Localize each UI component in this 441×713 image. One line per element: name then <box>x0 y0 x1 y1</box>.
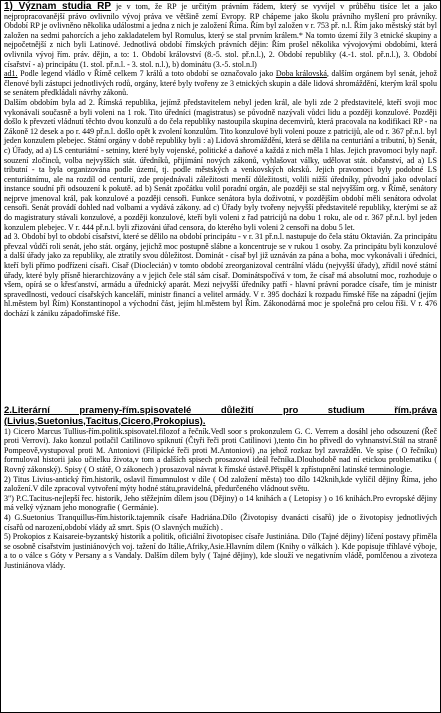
source-item-prokopios: 5) Prokopios z Kaisareie-byzantský historik a politik, oficiální životopisec císaře Justiniána. Dílo (Tajné dějiny) líčení postavy přiměla se osobně císařstvím justiniánových voj. tažení do Itálie,Afriky,Asie.Hlavním dílem (Knihy o válkách ). Kde popisuje tříhlavé výboje, a to o válce s Góty v Persany a s Vandaly. Dalším dílem byly ( Tajné dějiny), kde slouží ve negativním vládě, pomlčenou a zivoteza Justiniánova vlády. <box>4 532 437 570</box>
ad1-rest: , dalším orgánem byl senát, jehož členové byli zástupci jednotlivých rodů, orgány, které byly tvořeny ze 3 etnických skupin a dále lidová shromáždění, kterým král spolu se senátem předkládali návrhy zákonů. <box>4 69 438 98</box>
section-1-republic-paragraph: Dalším obdobím byla ad 2. Římská republika, jejímž představitelem nebyl jeden král, ale byli zde 2 představitelé, kteří svoji moc vykonávali současně a byli voleni na 1 rok. Tito úředníci (magistratus) se původně nazývali vůdci lidu a později konzulové. Později došlo k převzetí vládnutí těchto dvou konzulů a do čela republiky nastoupila skupina decemvirů, která pracovala na kodifikaci RP - na Zákoně 12 desek a po r. 449 př.n.l. došlo opět k zvolení konzulům. Tito konzulové byli voleni pouze z patricijů, ale od r. 367 př.n.l. byl jeden konzulem plebejec. Státní orgány v době republiky byli : a) Lidová shromáždění, která se dělila na centuriání a tributní, b) Senát, c) Úřady, ad a) LS centuriátní - setniny, které byly vojenské, politické a daňové a každá z nich měla 1 hlas. Jejich pravomoci byly např. souzení zločinců, volba nejvyšších stát. úředníků, přijímání nových zákonů, vyhlašovat války, udělovat stát. občanství, ad a) LS tributní - ta byla organizována podle území, tj. podle městských a venkovských okrsků. Jejich pravomoci byly podobné LS centuriátnímu, ale na rozdíl od centurií, zde projednávali záležitosti menší důležitosti, volili nižší úředníky, původní jako odvolací instance soudní při odsouzení k pokutě. ad b) Senát zpočátku volil poradní orgán, ale později se stal nejvyšším org. v Římě, senátory nejprve jmenoval král, pak konzulové a později censoři. Funkce senátora byla doživotní, v pozdějším období měli senátora odvolat censoři. Senát provádí dohled nad volbami a vydává zákony. ad c) Úřady byly tvořeny nejvyšší představitelé republiky, kterými se až do magistratury stávali konzulové, a později konzulové, kteří byli voleni z řad patricijů na dobu 1 roku, ale od r. 367 př.n.l. byl jeden konzulem plebejec. V r. 444 př.n.l. byli zřizováni úřad censora, do kterého byli voleni 2 censoři na dobu 5 let. <box>4 97 437 232</box>
ad1-text: Podle legend vládlo v Římě celkem 7 králů a toto období se označovalo jako <box>17 69 276 79</box>
section-1-intro: je v tom, že RP je určitým právním řádem, který se vyvíjel v průběhu tisíce let a jako nejpropracovanější právo ovlivnilo vývoj práva ve většině zemí Evropy. RP chápeme jako školu právního myšlení pro právníky. Období RP je ovlivněno několika událostmi a jedna z nich je založení Říma. Řím byl založen v r. 753 př. n.l. Řím jako městský stát byl založen na sedmi pahorcích a jeho zakladatelem byl Romulus, který se stal prvním králem.* Na tomto území žily 3 etnické skupiny a nejpočetnější z nich byli Latinové. Jednotlivá období římských právních dějin: Řím prošel několika vývojovými obdobími, která ovlivnila vývoj řím. práv. dějin, a to: 1. Období království (8.-5. stol. př.n.l.), 2. Období republiky (4.-1. stol. př.n.l.), 3. Období císařství - a) principátu (1. stol. př.n.l. - 3. stol. n.l.), b) dominátu (3.-5. stol.n.l) <box>4 2 437 69</box>
section-1-heading: 1) Význam studia RP <box>4 1 112 12</box>
source-item-suetonius: 4) G.Suetonius Tranquillus-řím.historik.tajemník císaře Hadriána.Dílo (Životopisy dvanácti císařů) jde o životopisy jednotlivých císařů od narození,období vlády až smrt. Spis (O slavných mužích) . <box>4 512 437 532</box>
ad1-term: Doba královská <box>275 69 327 79</box>
section-1-empire-paragraph: ad 3. Období byl to období císařství, které se dělilo na období principátu - v r. 31 př.n.l. nastupuje do čela státu Oktavián. Za principátu převzal vůdčí roli senát, jeho stát. orgány, jejichž moc postupně slábne a koncentruje se v rukou 1 osoby. Za principátu byli konzulové a další úřady jako za republiky, ale ztratily svou důležitost. Dominát - císař byl již uznáván za pána a boha, moc vykonávali i úředníci, kteří byli přímo podřízeni císaři. Císař (Dioclecián) v tomto období zreorganizoval centrální vládu (nejvyšší úřady), zřídil nové státní úřady, které byly přísně hierarchizovány a v jejich čele stál sám císař. Dominátspočívá v tom, že císař má absolutní moc, rozhoduje o všem, opírá se o křesťanství, armádu a úřednický aparát. Mezi nejvyšší úředníky patří - hlavní právní poradce císaře, tím je ministr spravedlnosti, vedoucí císařských kanceláří, ministr financí a velitel armády. V r. 395 dochází k rozpadu římské říše na západní (jejím hl.městem byl Řím) Konstantinopol a východní část, jejím hl.městem byl Řím. Zákonodárná moc je společná pro celou říši. V r. 476 dochází k zániku západořímské říše. <box>4 232 437 318</box>
section-1-ad1-paragraph <box>4 69 437 98</box>
section-1-intro-paragraph <box>4 2 437 69</box>
source-item-livius: 2) Titus Livius-antický řím.historik, oslavil římumnulost v díle ( Od založení města) too dílo 142knih,kde vylíčil dějiny Říma, jeho založení.V díle zpracoval vytvoření mýty hodné státu,pravidelná, předurčeného vládnout světu. <box>4 474 437 494</box>
ad1-label: ad1. <box>4 69 18 79</box>
source-item-tacitus: 3") P.C.Tacitus-nejlepší řec. historik, Jeho stěžejním dílem jsou (Dějiny) o 14 knihách a ( Letopisy ) o 16 knihách.Pro evropské dějiny má velký význam jeho monografie ( Germánie). <box>4 493 437 513</box>
section-2-heading: 2.Literární prameny-řím.spisovatelé důležití pro studium řím.práva (Livius,Suetonius,Tacitus,Cicero,Prokopius). <box>4 404 437 427</box>
blank-space <box>4 319 437 405</box>
source-item-cicero: 1) Cicero Marcus Tullius-řím.politik.spisovatel.filozof a řečník.Vedl soor s prokonzulem G. C. Verrem a dosáhl jeho odsouzení (Řeč proti Verrovi). Jako konzul potlačil Catilinovo spiknutí (Čtyři řeči proti Catilinovi ),tento čin ho přivedl do vyhnanství.Stál na straně Pompeově,vystupoval proti M. Antoniovi (Filipické řeči proti M.Antoniovi) ,na jehož rozkaz byl zavražděn. Ve spise ( O řečníku) formuloval historii jako učitelku života,v tom a dalších spisech prosazoval ideál řečníka.Dlouhodobě nad ní etickou problematiku ( Rovný zákonský). Spisy ( O státě, O zákonech ) prosazoval návrat k římské ústavě.Přispěl k zpřístupnění latinské terminologie. <box>4 426 437 474</box>
